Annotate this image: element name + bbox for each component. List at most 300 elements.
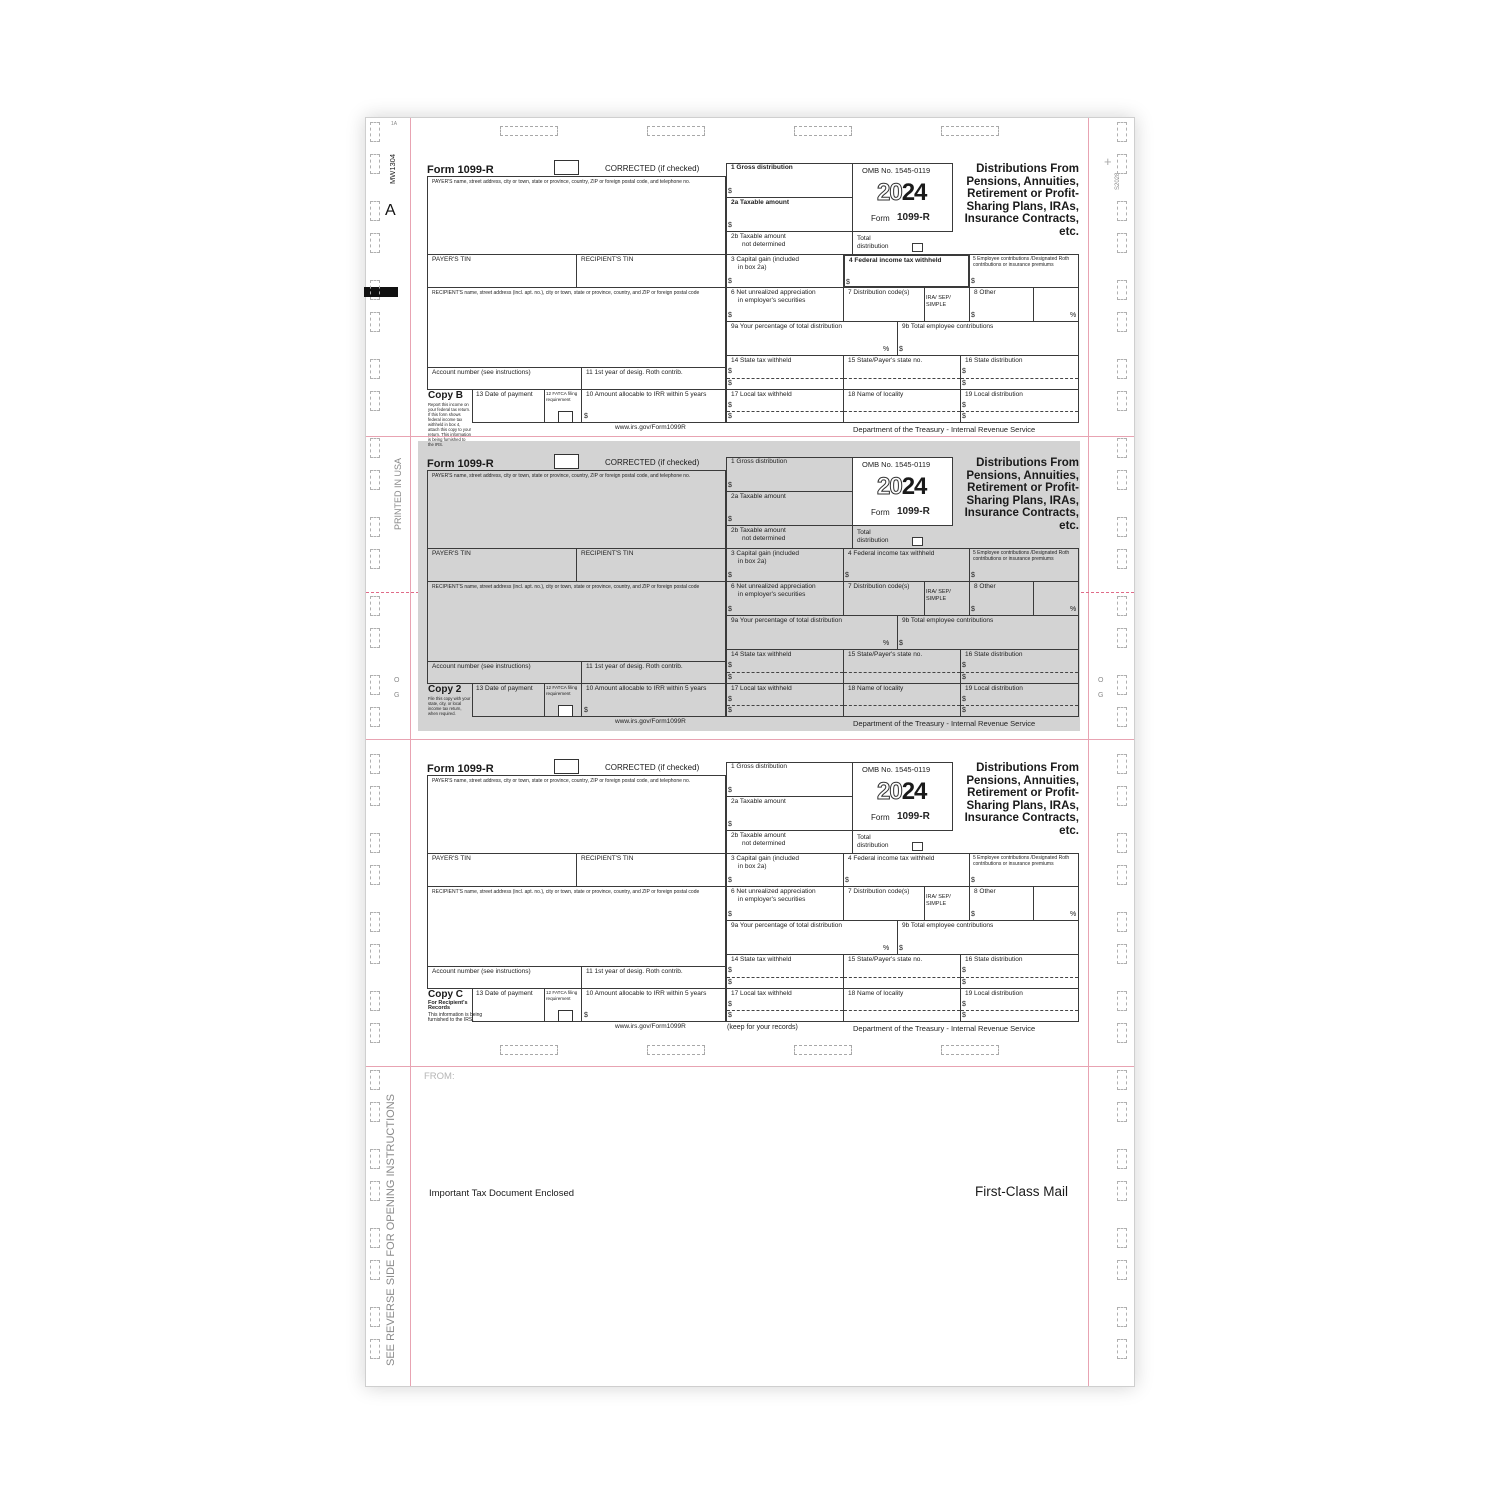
irs-website: www.irs.gov/Form1099R [615,718,686,725]
fatca-checkbox[interactable] [558,1010,573,1022]
box-4-label: 4 Federal income tax withheld [848,550,935,557]
box-2a[interactable] [726,796,853,831]
ira-sep-label: IRA/ SEP/ SIMPLE [926,894,951,907]
dollar-sign: $ [728,278,732,285]
dollar-sign: $ [728,979,732,986]
dollar-sign: $ [962,674,966,681]
box-15-label: 15 State/Payer's state no. [848,357,923,364]
box-2a[interactable] [726,491,853,526]
dollar-sign: $ [728,674,732,681]
box-16-label: 16 State distribution [965,651,1023,658]
box-12-label: 12 FATCA filing requirement [546,391,578,402]
tractor-hole-mark [1117,1181,1127,1201]
dollar-sign: $ [962,402,966,409]
box-19[interactable] [960,389,1079,423]
tractor-hole-mark [1117,991,1127,1011]
left-perforation [410,118,411,1386]
recipient-tin-label: RECIPIENT'S TIN [581,855,634,862]
dollar-sign: $ [962,662,966,669]
dollar-sign: $ [728,402,732,409]
dashed-separator [727,378,843,379]
dollar-sign: $ [962,707,966,714]
box-10[interactable] [581,389,726,423]
box-9a-label: 9a Your percentage of total distribution [731,323,842,330]
box-12[interactable] [544,389,582,423]
box-2b-label-2: not determined [742,535,786,542]
corrected-label: CORRECTED (if checked) [605,763,700,772]
form-id: MW1304 [388,153,397,184]
tractor-hole-mark [370,912,380,932]
dashed-separator [961,378,1078,379]
tractor-hole-mark [370,517,380,537]
box-2a[interactable] [726,197,853,232]
payer-tin-field[interactable] [427,254,577,288]
ira-sep-simple-box[interactable] [924,581,970,616]
dollar-sign: $ [728,787,732,794]
box-1-label: 1 Gross distribution [731,458,787,465]
box-13-label: 13 Date of payment [476,685,533,692]
dollar-sign: $ [845,572,849,579]
dollar-sign: $ [728,312,732,319]
account-number-label: Account number (see instructions) [432,663,531,670]
recipient-tin-field[interactable] [576,853,726,887]
box-2b[interactable] [726,231,853,255]
total-label: Total [857,235,871,242]
tractor-hole-mark [370,154,380,174]
box-6-label: 6 Net unrealized appreciation [731,289,816,296]
dollar-sign: $ [845,877,849,884]
box-18[interactable] [843,988,961,1022]
omb-number: OMB No. 1545-0119 [862,460,931,469]
corrected-label: CORRECTED (if checked) [605,164,700,173]
box-11[interactable] [581,367,726,390]
tax-year: 2024 [877,473,927,500]
payer-name-field[interactable] [427,470,726,549]
recipient-tin-label: RECIPIENT'S TIN [581,550,634,557]
copy-label: Copy C [428,989,463,1000]
mail-class: First-Class Mail [975,1184,1068,1199]
box-2a-label: 2a Taxable amount [731,199,790,206]
dollar-sign: $ [728,967,732,974]
box-14[interactable] [726,649,844,684]
tractor-hole-mark [1117,233,1127,253]
box-9a-label: 9a Your percentage of total distribution [731,617,842,624]
box-4[interactable] [843,548,970,582]
dollar-sign: $ [728,606,732,613]
fatca-checkbox[interactable] [558,705,573,717]
dollar-sign: $ [962,1001,966,1008]
percent-sign: % [883,945,890,952]
from-label: FROM: [424,1071,455,1082]
tax-year: 2024 [877,179,927,206]
box-3-label-2: in box 2a) [738,264,767,271]
box-14[interactable] [726,954,844,989]
box-16[interactable] [960,954,1079,989]
box-2b-label-2: not determined [742,840,786,847]
tractor-hole-mark [1117,1228,1127,1248]
tractor-hole-mark [370,1339,380,1359]
box-5[interactable] [969,254,1079,288]
recipient-name-label: RECIPIENT'S name, street address (incl. apt. no.), city or town, state or province, country, and ZIP or foreign postal code [432,584,700,590]
recipient-tin-field[interactable] [576,254,726,288]
box-19[interactable] [960,683,1079,717]
box-8-percent[interactable] [1033,287,1079,322]
box-10[interactable] [581,683,726,717]
omb-number: OMB No. 1545-0119 [862,765,931,774]
box-6-label-2: in employer's securities [738,297,806,304]
copy-a-marker: A [385,202,396,219]
dashed-separator [844,1010,960,1011]
tractor-hole-mark [1117,517,1127,537]
box-15[interactable] [843,355,961,390]
window-slot-mark [941,126,999,136]
form-number: 1099-R [897,212,930,223]
recipient-tin-field[interactable] [576,548,726,582]
tractor-hole-mark [1117,1070,1127,1090]
tractor-hole-mark [1117,944,1127,964]
tractor-hole-mark [1117,438,1127,458]
copy-note [428,1000,483,1023]
tractor-hole-mark [1117,470,1127,490]
tractor-hole-mark [370,628,380,648]
box-8[interactable] [969,581,1034,616]
box-11-label: 11 1st year of desig. Roth contrib. [586,968,683,975]
box-12-label: 12 FATCA filing requirement [546,685,578,696]
box-4[interactable] [843,853,970,887]
dollar-sign: $ [971,911,975,918]
box-3[interactable] [726,548,844,582]
tractor-hole-mark [1117,1339,1127,1359]
box-8-percent[interactable] [1033,581,1079,616]
box-14-label: 14 State tax withheld [731,651,792,658]
box-17[interactable] [726,389,844,423]
account-number-field[interactable] [427,966,582,989]
total-distribution-checkbox[interactable] [912,537,923,546]
dashed-separator [961,1010,1078,1011]
corrected-checkbox[interactable] [554,454,579,469]
account-number-label: Account number (see instructions) [432,968,531,975]
ira-sep-simple-box[interactable] [924,287,970,322]
box-5-label: 5 Employee contributions /Designated Roth contributions or insurance premiums [973,550,1070,562]
form-label: Form [871,508,890,517]
dollar-sign: $ [962,967,966,974]
box-16[interactable] [960,649,1079,684]
box-14[interactable] [726,355,844,390]
box-7[interactable] [843,581,925,616]
dollar-sign: $ [971,312,975,319]
copy-label: Copy B [428,390,463,401]
dollar-sign: $ [971,606,975,613]
box-12[interactable] [544,683,582,717]
keep-records-note: (keep for your records) [727,1024,798,1031]
printed-in-usa: PRINTED IN USA [393,457,403,530]
tractor-hole-mark [1117,912,1127,932]
important-notice: Important Tax Document Enclosed [429,1188,575,1199]
dollar-sign: $ [846,279,850,286]
dollar-sign: $ [728,482,732,489]
tractor-hole-mark [370,707,380,727]
form-1099r-copy-2 [426,457,1080,744]
box-10[interactable] [581,988,726,1022]
dashed-separator [727,672,843,673]
form-number: 1099-R [897,506,930,517]
total-label: Total [857,834,871,841]
box-9b[interactable] [897,321,1079,356]
dashed-separator [844,672,960,673]
recipient-name-field[interactable] [427,886,726,967]
box-2b[interactable] [726,525,853,549]
box-15[interactable] [843,954,961,989]
box-6[interactable] [726,287,844,322]
box-18[interactable] [843,683,961,717]
dollar-sign: $ [962,1012,966,1019]
box-13-label: 13 Date of payment [476,391,533,398]
tractor-hole-mark [370,944,380,964]
box-2b-label-2: not determined [742,241,786,248]
recipient-name-field[interactable] [427,581,726,662]
box-19[interactable] [960,988,1079,1022]
box-15[interactable] [843,649,961,684]
ira-sep-simple-box[interactable] [924,886,970,921]
omb-number: OMB No. 1545-0119 [862,166,931,175]
tracking-g: G [394,692,400,699]
box-19-label: 19 Local distribution [965,685,1023,692]
box-6-label-2: in employer's securities [738,591,806,598]
box-2a-label: 2a Taxable amount [731,493,786,500]
box-5-label: 5 Employee contributions /Designated Roth contributions or insurance premiums [973,256,1070,268]
tractor-hole-mark [370,1070,380,1090]
box-10-label: 10 Amount allocable to IRR within 5 years [586,391,707,398]
dashed-separator [844,378,960,379]
payer-tin-label: PAYER'S TIN [432,855,471,862]
box-7-label: 7 Distribution code(s) [848,289,910,296]
tractor-hole-mark [1117,201,1127,221]
box-7-label: 7 Distribution code(s) [848,583,910,590]
box-5[interactable] [969,853,1079,887]
box-7[interactable] [843,886,925,921]
total-distribution-checkbox[interactable] [912,842,923,851]
fatca-checkbox[interactable] [558,411,573,423]
box-1[interactable] [726,762,853,797]
box-6[interactable] [726,886,844,921]
box-2b[interactable] [726,830,853,854]
box-9a[interactable] [726,920,898,955]
copy-note-line-1: For Recipient's [428,1000,468,1006]
box-8[interactable] [969,287,1034,322]
total-label-2: distribution [857,243,889,250]
box-2b-label: 2b Taxable amount [731,527,786,534]
form-1099r-copy-1 [426,163,1080,450]
box-18-label: 18 Name of locality [848,685,904,692]
dollar-sign: $ [962,979,966,986]
percent-sign: % [1070,911,1077,918]
tractor-hole-mark [370,786,380,806]
tractor-hole-mark [1117,865,1127,885]
tractor-hole-mark [370,122,380,142]
box-16-label: 16 State distribution [965,357,1023,364]
box-6[interactable] [726,581,844,616]
corrected-checkbox[interactable] [554,759,579,774]
box-11-label: 11 1st year of desig. Roth contrib. [586,369,683,376]
tractor-hole-mark [370,470,380,490]
dollar-sign: $ [728,707,732,714]
corrected-checkbox[interactable] [554,160,579,175]
box-17[interactable] [726,988,844,1022]
tractor-hole-mark [370,359,380,379]
distributions-title: Distributions From Pensions, Annuities, Retirement or Profit-Sharing Plans, IRAs, Insurance Contracts, etc. [964,762,1079,837]
account-number-field[interactable] [427,661,582,684]
dollar-sign: $ [584,707,588,714]
recipient-name-field[interactable] [427,287,726,368]
box-1-label: 1 Gross distribution [731,164,793,171]
tractor-hole-mark [370,438,380,458]
box-18-label: 18 Name of locality [848,990,904,997]
box-13-label: 13 Date of payment [476,990,533,997]
dollar-sign: $ [899,346,903,353]
box-11[interactable] [581,661,726,684]
tractor-hole-mark [1117,628,1127,648]
tractor-hole-mark [1117,359,1127,379]
box-8-label: 8 Other [974,289,996,296]
dollar-sign: $ [971,877,975,884]
right-perforation [1088,118,1089,1386]
box-4-label: 4 Federal income tax withheld [848,855,935,862]
tractor-hole-mark [1117,1102,1127,1122]
box-9b-label: 9b Total employee contributions [902,323,994,330]
dollar-sign: $ [971,572,975,579]
payer-tin-label: PAYER'S TIN [432,550,471,557]
tractor-hole-mark [370,675,380,695]
total-distribution-checkbox[interactable] [912,243,923,252]
window-slot-mark [794,126,852,136]
form-label: Form [871,214,890,223]
tractor-hole-mark [1117,1023,1127,1043]
box-3-label: 3 Capital gain (included [731,256,799,263]
dollar-sign: $ [728,877,732,884]
box-1[interactable] [726,457,853,492]
box-8-percent[interactable] [1033,886,1079,921]
tractor-hole-mark [1117,596,1127,616]
account-number-label: Account number (see instructions) [432,369,531,376]
box-11-label: 11 1st year of desig. Roth contrib. [586,663,683,670]
box-16[interactable] [960,355,1079,390]
dashed-separator [727,1010,843,1011]
box-9b[interactable] [897,615,1079,650]
box-13[interactable] [472,683,545,717]
omb-year-box [852,163,953,232]
recipient-name-label: RECIPIENT'S name, street address (incl. apt. no.), city or town, state or province, country, and ZIP or foreign postal code [432,290,700,296]
dollar-sign: $ [728,696,732,703]
tracking-o-right: O [1098,677,1104,684]
box-3[interactable] [726,853,844,887]
window-slot-mark [647,126,705,136]
department-label: Department of the Treasury - Internal Revenue Service [853,425,1036,434]
payer-tin-field[interactable] [427,853,577,887]
box-18[interactable] [843,389,961,423]
box-17[interactable] [726,683,844,717]
tractor-hole-mark [370,1307,380,1327]
dollar-sign: $ [728,662,732,669]
tractor-hole-mark [370,596,380,616]
box-10-label: 10 Amount allocable to IRR within 5 years [586,990,707,997]
tractor-hole-mark [370,865,380,885]
box-10-label: 10 Amount allocable to IRR within 5 years [586,685,707,692]
tractor-hole-mark [1117,122,1127,142]
box-9a[interactable] [726,321,898,356]
form-number: 1099-R [897,811,930,822]
tractor-hole-mark [1117,707,1127,727]
irs-website: www.irs.gov/Form1099R [615,424,686,431]
ira-sep-label: IRA/ SEP/ SIMPLE [926,589,951,602]
dollar-sign: $ [728,516,732,523]
form-title: Form 1099-R [427,763,494,775]
window-slot-mark [500,126,558,136]
payer-name-field[interactable] [427,775,726,854]
box-7[interactable] [843,287,925,322]
total-label-2: distribution [857,537,889,544]
dashed-separator [961,977,1078,978]
box-9a[interactable] [726,615,898,650]
dollar-sign: $ [728,1001,732,1008]
box-9b-label: 9b Total employee contributions [902,922,994,929]
box-5[interactable] [969,548,1079,582]
reverse-side-note: SEE REVERSE SIDE FOR OPENING INSTRUCTIONS [385,1094,397,1366]
dollar-sign: $ [728,380,732,387]
box-12[interactable] [544,988,582,1022]
payer-name-label: PAYER'S name, street address, city or town, state or province, country, ZIP or foreign postal code, and telephone no. [432,778,691,784]
box-17-label: 17 Local tax withheld [731,685,792,692]
tractor-hole-mark [1117,391,1127,411]
ira-sep-label: IRA/ SEP/ SIMPLE [926,295,951,308]
box-11[interactable] [581,966,726,989]
dashed-separator [727,411,843,412]
tractor-hole-mark [370,233,380,253]
tractor-hole-mark [370,280,380,300]
box-3[interactable] [726,254,844,288]
tractor-hole-mark [370,1023,380,1043]
box-2b-label: 2b Taxable amount [731,233,786,240]
tractor-hole-mark [1117,675,1127,695]
box-9b[interactable] [897,920,1079,955]
payer-tin-field[interactable] [427,548,577,582]
omb-year-box [852,457,953,526]
tractor-hole-mark [1117,833,1127,853]
box-8[interactable] [969,886,1034,921]
dashed-separator [727,705,843,706]
tractor-hole-mark [370,1102,380,1122]
account-number-field[interactable] [427,367,582,390]
dollar-sign: $ [728,572,732,579]
payer-name-field[interactable] [427,176,726,255]
box-13[interactable] [472,389,545,423]
box-4-label: 4 Federal income tax withheld [849,257,942,264]
box-1[interactable] [726,163,853,198]
dashed-separator [844,977,960,978]
dollar-sign: $ [728,222,732,229]
form-title: Form 1099-R [427,458,494,470]
dollar-sign: $ [899,640,903,647]
box-12-label: 12 FATCA filing requirement [546,990,578,1001]
tractor-hole-mark [1117,1149,1127,1169]
box-6-label: 6 Net unrealized appreciation [731,583,816,590]
box-14-label: 14 State tax withheld [731,956,792,963]
percent-sign: % [883,346,890,353]
tractor-hole-mark [1117,154,1127,174]
payer-name-label: PAYER'S name, street address, city or town, state or province, country, ZIP or foreign postal code, and telephone no. [432,473,691,479]
department-label: Department of the Treasury - Internal Revenue Service [853,1024,1036,1033]
box-4[interactable] [843,254,970,288]
payer-name-label: PAYER'S name, street address, city or town, state or province, country, ZIP or foreign postal code, and telephone no. [432,179,691,185]
